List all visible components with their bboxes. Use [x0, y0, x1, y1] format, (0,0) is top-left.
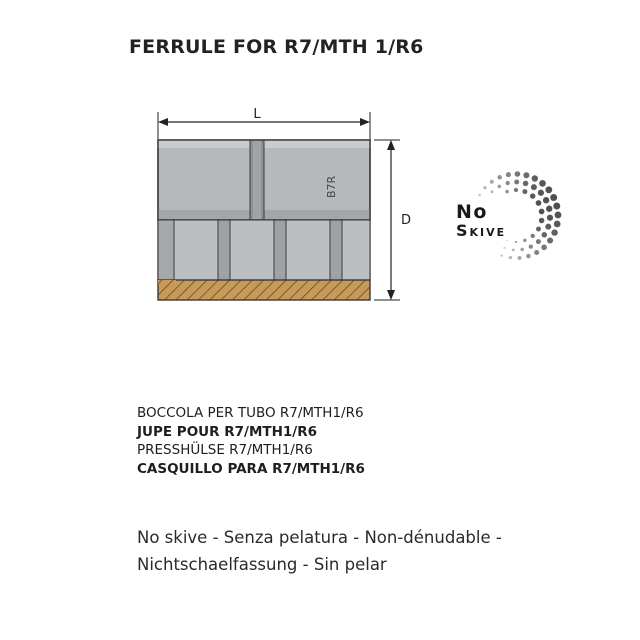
ferrule-marking: B7R: [325, 175, 338, 198]
logo-dot: [523, 181, 529, 187]
logo-dot: [491, 190, 494, 193]
diameter-dimension: [374, 140, 400, 300]
logo-dot: [536, 226, 541, 231]
logo-dot: [531, 184, 537, 190]
logo-dot: [498, 185, 502, 189]
length-dimension: [158, 112, 370, 140]
logo-dot: [530, 193, 536, 199]
logo-dot: [539, 209, 545, 215]
logo-dot: [490, 180, 494, 184]
description-it: BOCCOLA PER TUBO R7/MTH1/R6: [137, 405, 364, 421]
logo-dot: [497, 175, 502, 180]
logo-dot: [523, 239, 526, 242]
logo-dot: [538, 190, 544, 196]
logo-dot: [547, 237, 553, 243]
note-line-2: Nichtschaelfassung - Sin pelar: [137, 555, 387, 574]
page-title: FERRULE FOR R7/MTH 1/R6: [129, 36, 424, 58]
logo-dot: [543, 197, 549, 203]
no-skive-logo: [478, 171, 561, 260]
logo-dot: [514, 180, 519, 185]
logo-dot: [550, 194, 557, 201]
logo-dot: [515, 171, 521, 177]
logo-dot: [509, 256, 512, 259]
logo-word-skive: Skive: [456, 221, 507, 240]
logo-dot: [506, 181, 510, 185]
logo-dot: [500, 254, 503, 257]
description-list: [137, 404, 365, 478]
length-label: L: [253, 107, 261, 122]
logo-dot: [515, 241, 517, 243]
logo-dot: [545, 224, 551, 230]
logo-dot: [534, 250, 539, 255]
logo-dot: [503, 247, 505, 249]
logo-dot: [522, 189, 527, 194]
logo-dot: [526, 254, 531, 259]
logo-dot: [546, 206, 552, 212]
description-de: PRESSHÜLSE R7/MTH1/R6: [137, 442, 313, 458]
logo-dot: [506, 240, 507, 241]
logo-dot: [547, 215, 553, 221]
logo-dot: [518, 256, 522, 260]
no-skive-note: [137, 524, 502, 578]
logo-word-no: No: [456, 201, 488, 223]
logo-dot: [478, 194, 481, 197]
logo-dot: [542, 232, 548, 238]
logo-dot: [505, 190, 508, 193]
logo-dot: [529, 244, 533, 248]
logo-dot: [506, 172, 511, 177]
logo-dot: [555, 212, 562, 219]
logo-dot: [520, 248, 524, 252]
logo-dot: [532, 175, 538, 181]
logo-dot: [554, 221, 561, 228]
logo-dot: [539, 218, 545, 224]
logo-dot: [539, 180, 546, 187]
logo-dot: [551, 229, 557, 235]
logo-dot: [523, 172, 529, 178]
logo-dot: [531, 234, 535, 238]
description-es: CASQUILLO PARA R7/MTH1/R6: [137, 460, 365, 477]
logo-dot: [553, 203, 560, 210]
logo-dot: [545, 186, 552, 193]
logo-dot: [536, 200, 542, 206]
description-fr: JUPE POUR R7/MTH1/R6: [137, 423, 318, 440]
note-line-1: No skive - Senza pelatura - Non-dénudable -: [137, 528, 502, 547]
logo-dot: [483, 186, 486, 189]
ferrule-body: [158, 140, 370, 300]
logo-dot: [536, 239, 541, 244]
logo-dot: [541, 245, 547, 251]
diameter-label: D: [401, 213, 412, 228]
logo-dot: [514, 188, 518, 192]
logo-dot: [512, 249, 515, 252]
